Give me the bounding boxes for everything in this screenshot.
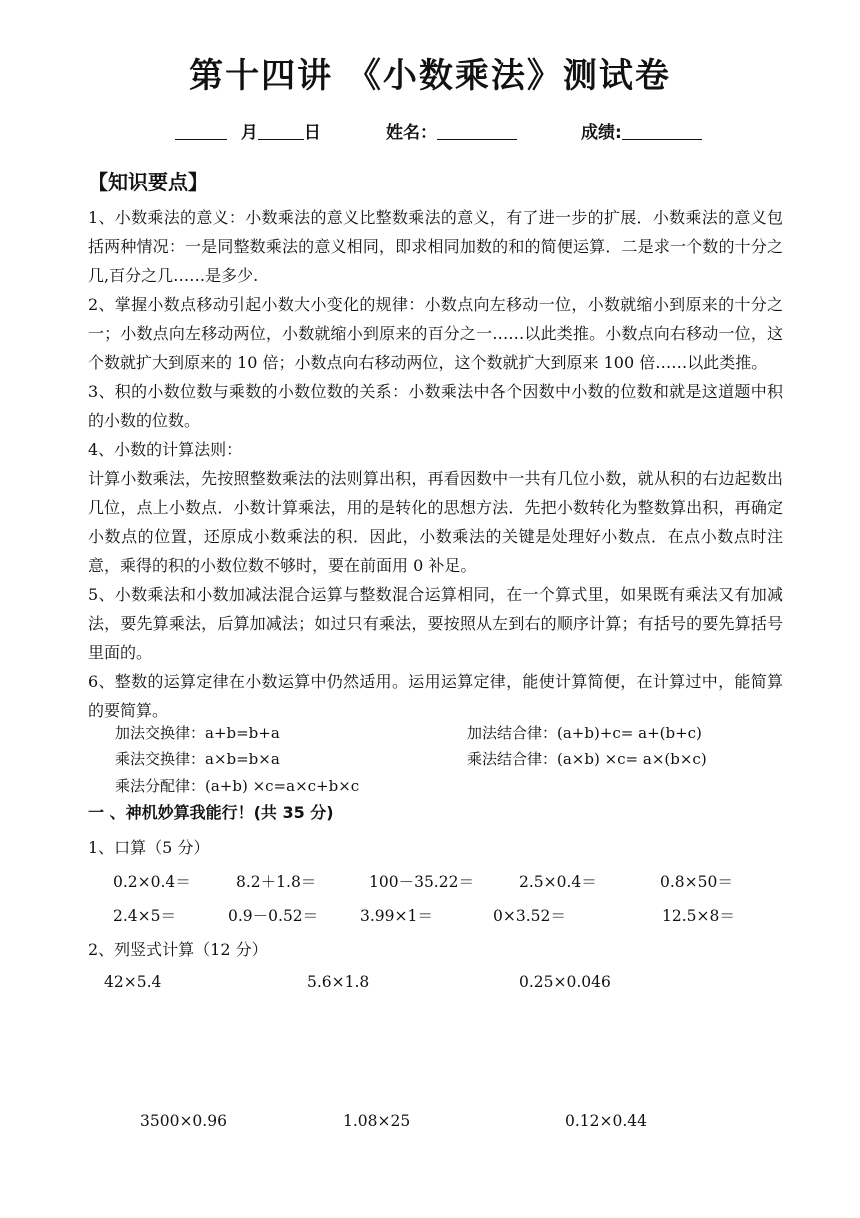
knowledge-p3: 3、积的小数位数与乘数的小数位数的关系：小数乘法中各个因数中小数的位数和就是这道题中积的小数的位数。 xyxy=(88,382,783,430)
knowledge-p4-title: 4、小数的计算法则： xyxy=(88,440,243,459)
oral-item: 3.99×1＝ xyxy=(360,907,433,925)
vertical-item: 1.08×25 xyxy=(343,1112,411,1130)
page-title: 第十四讲 《小数乘法》测试卷 xyxy=(189,56,671,96)
knowledge-p4-body: 计算小数乘法，先按照整数乘法的法则算出积，再看因数中一共有几位小数，就从积的右边起数出几位，点上小数点．小数计算乘法，用的是转化的思想方法．先把小数转化为整数算出积，再确定小数点的位置，还原成小数乘法的积．因此，小数乘法的关键是处理好小数点．在点小数点时注意，乘得的积的小数位数不够时，要在前面用 0 补足。 xyxy=(88,469,783,575)
date-field xyxy=(175,118,321,143)
knowledge-p2: 2、掌握小数点移动引起小数大小变化的规律：小数点向左移动一位，小数就缩小到原来的十分之一；小数点向左移动两位，小数就缩小到原来的百分之一……以此类推。小数点向右移动一位，这个数就扩大到原来的 10 倍；小数点向右移动两位，这个数就扩大到原来 100 倍……以此类推。 xyxy=(88,295,783,372)
day-blank[interactable] xyxy=(258,123,304,140)
score-blank[interactable] xyxy=(622,123,702,140)
oral-item: 0.9－0.52＝ xyxy=(228,907,319,925)
vertical-item: 5.6×1.8 xyxy=(307,973,370,991)
oral-item: 2.4×5＝ xyxy=(113,907,176,925)
q1-title: 1、口算（5 分） xyxy=(88,838,210,857)
score-label: 成绩: xyxy=(581,123,622,143)
knowledge-p5: 5、小数乘法和小数加减法混合运算与整数混合运算相同，在一个算式里，如果既有乘法又有加减法，要先算乘法，后算加减法；如过只有乘法，要按照从左到右的顺序计算；有括号的要先算括号里面的。 xyxy=(88,585,783,662)
law-distrib: 乘法分配律：(a+b) ×c=a×c+b×c xyxy=(115,777,360,795)
vertical-item: 0.12×0.44 xyxy=(565,1112,648,1130)
law-add-comm: 加法交换律：a+b=b+a xyxy=(115,724,280,742)
oral-item: 12.5×8＝ xyxy=(662,907,735,925)
name-blank[interactable] xyxy=(437,123,517,140)
day-label: 日 xyxy=(303,123,321,143)
q2-title: 2、列竖式计算（12 分） xyxy=(88,940,268,959)
knowledge-body xyxy=(88,203,783,725)
oral-item: 0.8×50＝ xyxy=(660,873,733,891)
law-mul-comm: 乘法交换律：a×b=b×a xyxy=(115,750,280,768)
oral-item: 2.5×0.4＝ xyxy=(519,873,597,891)
knowledge-p1: 1、小数乘法的意义：小数乘法的意义比整数乘法的意义，有了进一步的扩展．小数乘法的意义包括两种情况：一是同整数乘法的意义相同，即求相同加数的和的简便运算．二是求一个数的十分之几,百分之几……是多少. xyxy=(88,208,783,285)
vertical-item: 3500×0.96 xyxy=(140,1112,227,1130)
oral-item: 100－35.22＝ xyxy=(369,873,474,891)
month-label: 月 xyxy=(240,123,258,143)
month-blank[interactable] xyxy=(175,123,227,140)
knowledge-p6: 6、整数的运算定律在小数运算中仍然适用。运用运算定律，能使计算简便，在计算过中，能简算的要简算。 xyxy=(88,672,783,720)
knowledge-heading: 【知识要点】 xyxy=(88,170,208,194)
oral-item: 8.2＋1.8＝ xyxy=(236,873,317,891)
score-field xyxy=(581,118,702,143)
oral-item: 0×3.52＝ xyxy=(493,907,566,925)
vertical-item: 0.25×0.046 xyxy=(519,973,611,991)
law-mul-assoc: 乘法结合律：(a×b) ×c= a×(b×c) xyxy=(467,750,707,768)
law-add-assoc: 加法结合律：(a+b)+c= a+(b+c) xyxy=(467,724,702,742)
section1-heading: 一 、神机妙算我能行！(共 35 分) xyxy=(88,803,334,822)
name-label: 姓名： xyxy=(386,123,437,143)
oral-item: 0.2×0.4＝ xyxy=(113,873,191,891)
vertical-item: 42×5.4 xyxy=(104,973,162,991)
name-field xyxy=(386,118,517,143)
